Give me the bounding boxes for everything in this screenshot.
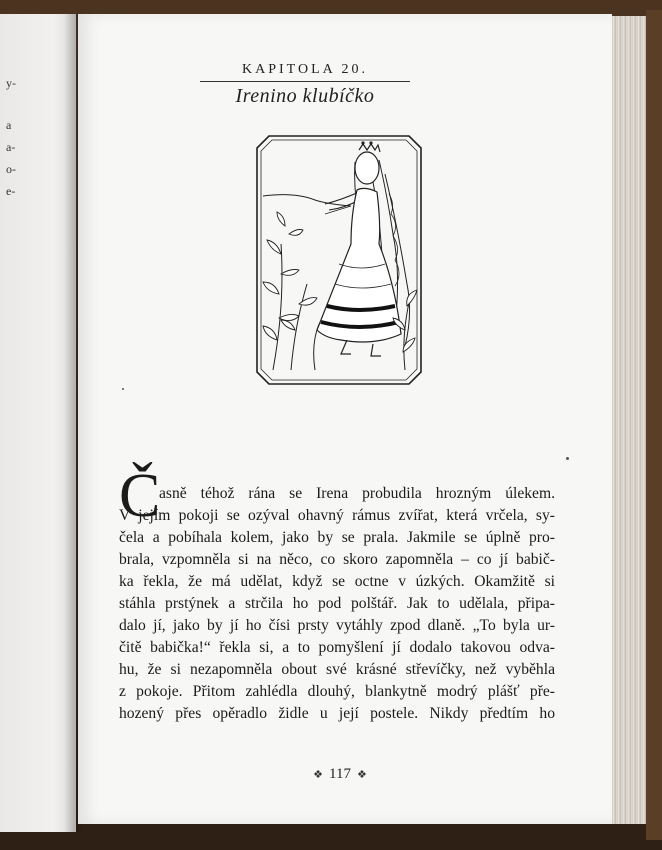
speck [122, 388, 124, 390]
girl-with-thread-engraving-icon [255, 134, 423, 386]
page-edges [612, 16, 648, 824]
ornament-icon: ❖ [356, 769, 367, 781]
chapter-number: KAPITOLA 20. [200, 62, 410, 82]
speck [566, 457, 569, 460]
text-line: čitě babička!“ řekla si, a to pomyšlení jí dodalo takovou odva- [119, 639, 555, 656]
body-text [119, 483, 555, 725]
text-line: asně téhož rána se Irena probudila hrozným úlekem. [159, 485, 555, 502]
text-line: V jejím pokoji se ozýval ohavný rámus zvířat, která vrčela, sy- [119, 507, 555, 524]
text-line: stáhla prstýnek a strčila ho pod polštář. Jak to udělala, připa- [119, 595, 555, 612]
text-line: ka řekla, že má udělat, když se octne v úzkých. Okamžitě si [119, 573, 555, 590]
text-line: brala, vzpomněla si na něco, co skoro zapomněla – co jí babič- [119, 551, 555, 568]
drop-cap: Č [119, 462, 161, 530]
chapter-title: Irenino klubíčko [235, 85, 375, 107]
page-footer [280, 766, 400, 783]
left-page-fragment: a- [6, 140, 16, 154]
chapter-heading [200, 62, 410, 108]
left-page-fragment: e- [6, 184, 16, 198]
text-line: dalo jí, jako by jí ho čísi prsty vytáhly zpod dlaně. „To byla ur- [119, 617, 555, 634]
ornament-icon: ❖ [313, 769, 324, 781]
text-line: hu, že si nezapomněla obout své krásné střevíčky, než vyběhla [119, 661, 555, 678]
book-cover-edge [646, 10, 662, 840]
left-page-fragment: a [6, 118, 12, 132]
page-number: 117 [329, 766, 351, 782]
text-line: hozený přes opěradlo židle u její postele. Nikdy předtím ho [119, 705, 555, 722]
text-line: čela a pobíhala kolem, jako by se prala. Jakmile se úplně pro- [119, 529, 555, 546]
text-line: z pokoje. Přitom zahlédla dlouhý, blankytně modrý plášť pře- [119, 683, 555, 700]
left-page-fragment: o- [6, 162, 16, 176]
left-page-fragment: y- [6, 76, 16, 90]
